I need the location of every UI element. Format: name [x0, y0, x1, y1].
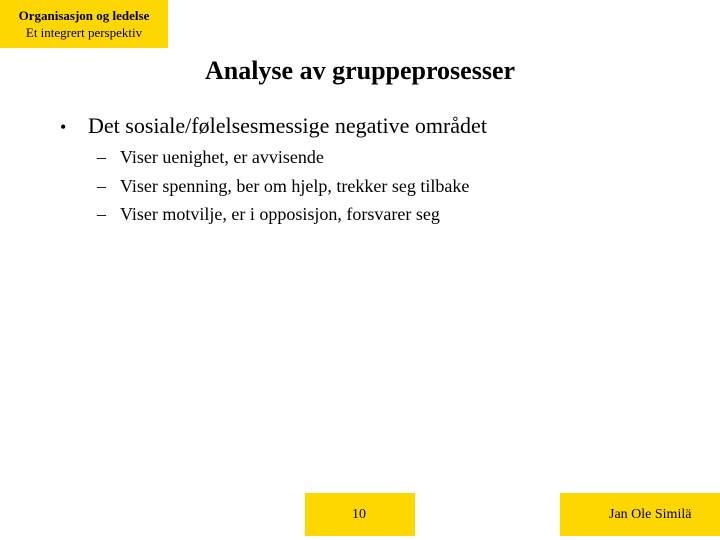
author-box — [560, 493, 720, 536]
course-subtitle: Et integrert perspektiv — [25, 25, 143, 40]
slide-title: Analyse av gruppeprosesser — [204, 56, 516, 85]
dash-marker: – — [97, 147, 106, 167]
sub-bullet — [97, 201, 440, 227]
sub-bullet-text: Viser motvilje, er i opposisjon, forsvarer seg — [120, 204, 440, 224]
course-title: Organisasjon og ledelse — [18, 8, 150, 23]
sub-bullet-text: Viser uenighet, er avvisende — [120, 147, 324, 167]
main-bullet-text: Det sosiale/følelsesmessige negative området — [88, 113, 487, 138]
sub-bullet-text: Viser spenning, ber om hjelp, trekker seg tilbake — [120, 176, 470, 196]
main-bullet — [60, 110, 487, 142]
header-banner — [0, 0, 168, 48]
page-number: 10 — [352, 507, 366, 522]
sub-bullet — [97, 173, 469, 199]
dash-marker: – — [97, 176, 106, 196]
bullet-marker: • — [60, 117, 67, 137]
dash-marker: – — [97, 204, 106, 224]
page-number-box — [305, 493, 415, 536]
author-name: Jan Ole Similä — [609, 507, 692, 522]
sub-bullet — [97, 144, 324, 170]
